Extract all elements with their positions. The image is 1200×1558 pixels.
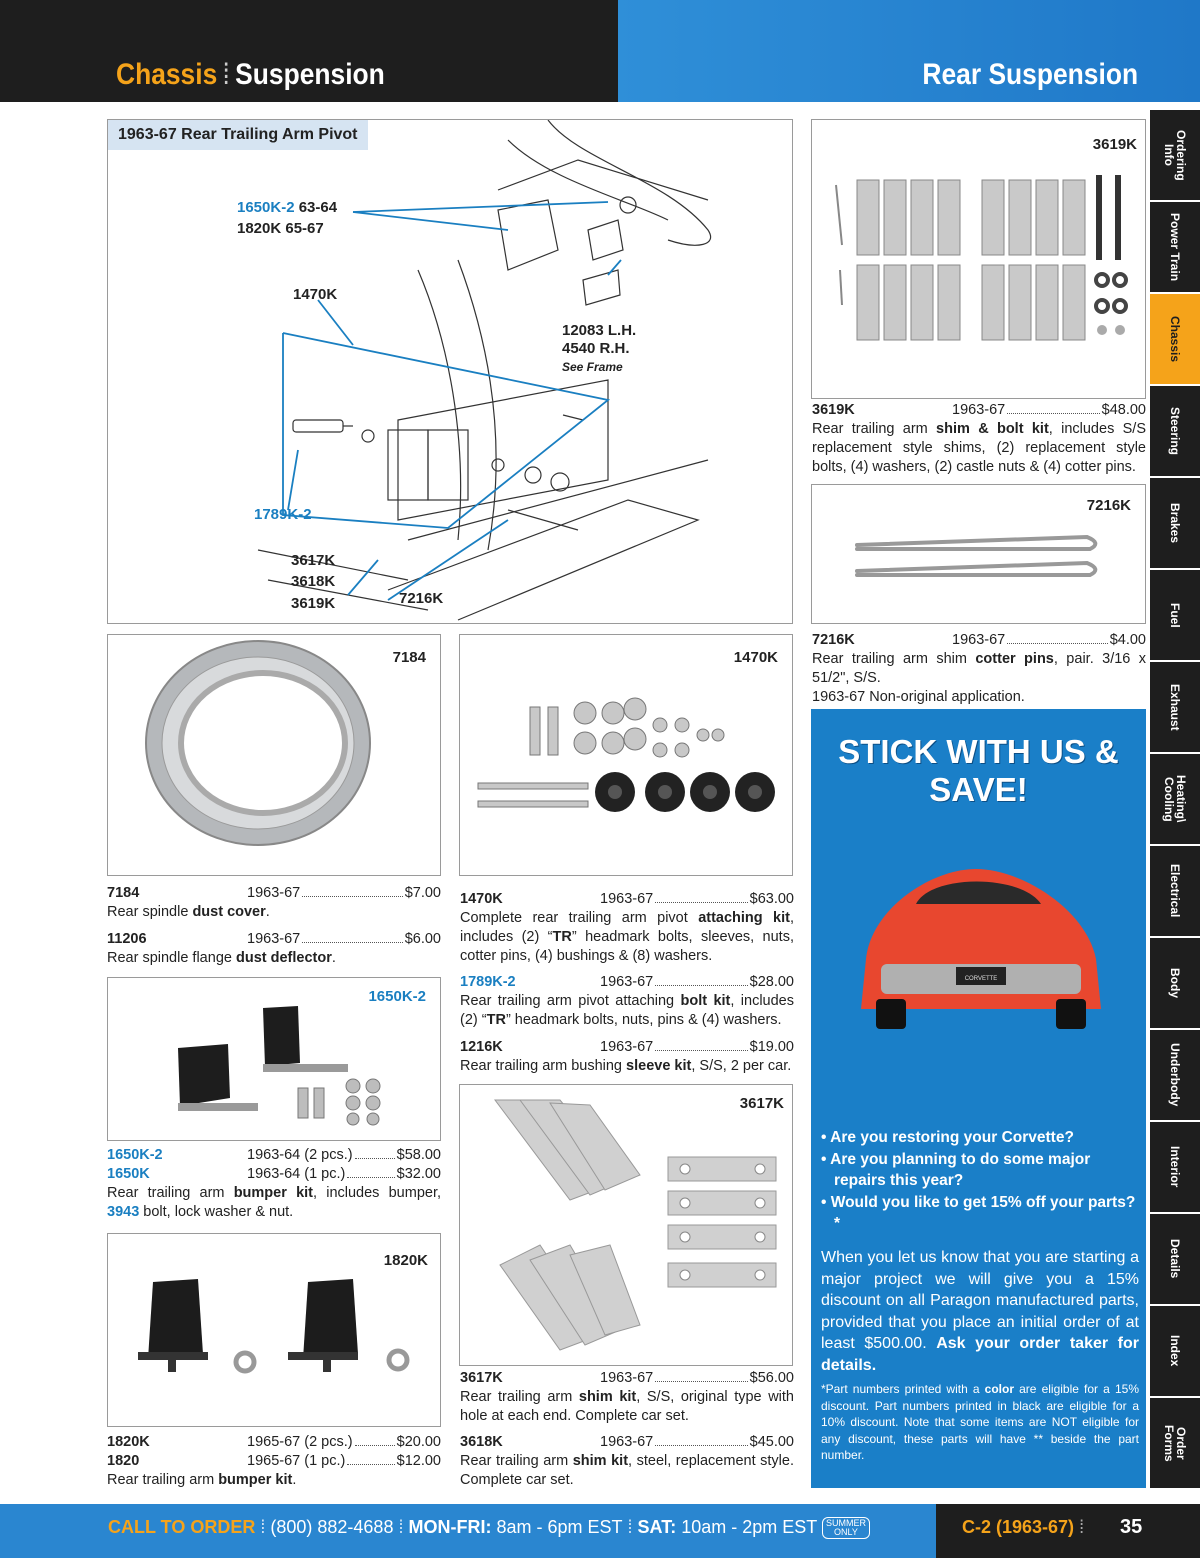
tab-underbody[interactable]: Underbody	[1150, 1030, 1200, 1120]
ad-body: When you let us know that you are starting a major project we will give you a 15% discount on all Paragon manufactured parts, provided that you place an initial order of at least $500.00. Ask your order taker for details.	[821, 1249, 1139, 1374]
tab-body[interactable]: Body	[1150, 938, 1200, 1028]
callout-1650k2: 1650K-2 63-64	[237, 199, 338, 216]
product-7184: 7184 1963-67 $7.00 Rear spindle dust cover.	[107, 885, 441, 920]
photo-7184	[107, 634, 441, 876]
callout-12083: 12083 L.H.	[562, 322, 637, 339]
photo-label: 1820K	[383, 1252, 428, 1269]
diagram-drawing	[108, 120, 793, 624]
tab-index[interactable]: Index	[1150, 1306, 1200, 1396]
photo-3617k	[459, 1084, 793, 1366]
ad-title: STICK WITH US & SAVE!	[838, 733, 1119, 808]
discount-ad	[811, 709, 1146, 1488]
svg-text:CORVETTE: CORVETTE	[964, 976, 998, 982]
ad-bullets	[821, 1127, 1139, 1235]
callout-1789k2: 1789K-2	[254, 506, 312, 523]
callout-3617k: 3617K	[291, 552, 336, 569]
section-tabs	[1150, 110, 1200, 1490]
product-1820k: 1820K 1965-67 (2 pcs.) $20.00 1820 1965-67 (1 pc.) $12.00 Rear trailing arm bumper kit.	[107, 1434, 441, 1488]
callout-1470k: 1470K	[293, 286, 338, 303]
shim-bolt-kit-image	[812, 120, 1146, 399]
photo-label: 3619K	[1092, 136, 1137, 153]
product-3618k: 3618K 1963-67 $45.00 Rear trailing arm shim kit, steel, replacement style. Complete car set.	[460, 1434, 794, 1488]
footer-section-code: C-2 (1963-67) ⁞	[962, 1517, 1085, 1537]
photo-label: 7184	[392, 649, 426, 666]
tab-steering[interactable]: Steering	[1150, 386, 1200, 476]
ad-fine-print: *Part numbers printed with a color are eligible for a 15% discount. Part numbers printed in black are eligible for a 10% discount. Note that some items are NOT eligible for any discount, these parts will have ** beside the part number.	[821, 1382, 1139, 1462]
product-11206: 11206 1963-67 $6.00 Rear spindle flange dust deflector.	[107, 931, 441, 966]
section-title	[116, 58, 385, 92]
product-1216k: 1216K 1963-67 $19.00 Rear trailing arm bushing sleeve kit, S/S, 2 per car.	[460, 1039, 794, 1074]
tab-fuel[interactable]: Fuel	[1150, 570, 1200, 660]
photo-7216k	[811, 484, 1146, 624]
product-3619k: 3619K 1963-67 $48.00 Rear trailing arm shim & bolt kit, includes S/S replacement style shims, (2) replacement style bolts, (4) washers, (2) castle nuts & (4) cotter pins.	[812, 402, 1146, 475]
diagram-title: 1963-67 Rear Trailing Arm Pivot	[108, 120, 368, 150]
photo-label: 1470K	[733, 649, 778, 666]
tab-interior[interactable]: Interior	[1150, 1122, 1200, 1212]
callout-4540: 4540 R.H.	[562, 340, 630, 357]
ad-bullet: • Are you restoring your Corvette?	[821, 1129, 1074, 1146]
tab-order-forms[interactable]: Order Forms	[1150, 1398, 1200, 1488]
bumper-kit-image	[108, 978, 441, 1141]
ad-bullet: • Would you like to get 15% off your parts?*	[821, 1194, 1136, 1232]
photo-1820k	[107, 1233, 441, 1427]
photo-label: 1650K-2	[368, 988, 426, 1005]
tab-details[interactable]: Details	[1150, 1214, 1200, 1304]
dust-cover-image	[108, 635, 441, 876]
trailing-arm-diagram	[107, 119, 793, 624]
callout-7216k: 7216K	[399, 590, 444, 607]
photo-label: 3617K	[739, 1095, 784, 1112]
photo-label: 7216K	[1086, 497, 1131, 514]
shim-kit-image	[460, 1085, 793, 1366]
section-name: Chassis	[116, 58, 218, 91]
product-7216k: 7216K 1963-67 $4.00 Rear trailing arm shim cotter pins, pair. 3/16 x 51/2", S/S. 1963-67 Non-original application.	[812, 632, 1147, 705]
product-1470k: 1470K 1963-67 $63.00 Complete rear trailing arm pivot attaching kit, includes (2) “TR” headmark bolts, sleeves, nuts, cotter pins, (4) bushings & (8) washers.	[460, 891, 794, 964]
tab-electrical[interactable]: Electrical	[1150, 846, 1200, 936]
footer	[0, 1504, 1200, 1558]
ad-bullet: • Are you planning to do some major repairs this year?	[821, 1151, 1091, 1189]
cotter-pins-image	[812, 485, 1146, 624]
subsection-name: Suspension	[235, 58, 385, 91]
callout-3619k: 3619K	[291, 595, 336, 612]
photo-1470k	[459, 634, 793, 876]
summer-only-badge: SUMMER ONLY	[822, 1517, 870, 1539]
product-1650k: 1650K-2 1963-64 (2 pcs.) $58.00 1650K 1963-64 (1 pc.) $32.00 Rear trailing arm bumper kit, includes bumper, 3943 bolt, lock washer & nut.	[107, 1147, 442, 1220]
tab-power-train[interactable]: Power Train	[1150, 202, 1200, 292]
tab-brakes[interactable]: Brakes	[1150, 478, 1200, 568]
callout-1820k: 1820K 65-67	[237, 220, 324, 237]
tab-chassis[interactable]: Chassis	[1150, 294, 1200, 384]
callout-see-frame: See Frame	[562, 360, 623, 374]
callout-3618k: 3618K	[291, 573, 336, 590]
product-1789k2: 1789K-2 1963-67 $28.00 Rear trailing arm pivot attaching bolt kit, includes (2) “TR” headmark bolts, nuts, pins & (4) washers.	[460, 974, 794, 1028]
title-separator: ⁞	[222, 58, 230, 91]
page-title: Rear Suspension	[922, 58, 1138, 91]
tab-exhaust[interactable]: Exhaust	[1150, 662, 1200, 752]
phone-number[interactable]: (800) 882-4688	[270, 1517, 394, 1537]
attaching-kit-image	[460, 635, 793, 876]
page-number: 35	[1120, 1516, 1143, 1538]
tab-ordering-info[interactable]: Ordering Info	[1150, 110, 1200, 200]
product-3617k: 3617K 1963-67 $56.00 Rear trailing arm shim kit, S/S, original type with hole at each end. Complete car set.	[460, 1370, 794, 1424]
photo-3619k	[811, 119, 1146, 399]
corvette-image	[811, 849, 1146, 1049]
bumper-1820k-image	[108, 1234, 441, 1427]
footer-contact: CALL TO ORDER ⁞ (800) 882-4688 ⁞ MON-FRI: 8am - 6pm EST ⁞ SAT: 10am - 2pm EST SUMMER ONLY	[108, 1517, 870, 1539]
photo-1650k2	[107, 977, 441, 1141]
tab-heating-cooling[interactable]: Heating\ Cooling	[1150, 754, 1200, 844]
